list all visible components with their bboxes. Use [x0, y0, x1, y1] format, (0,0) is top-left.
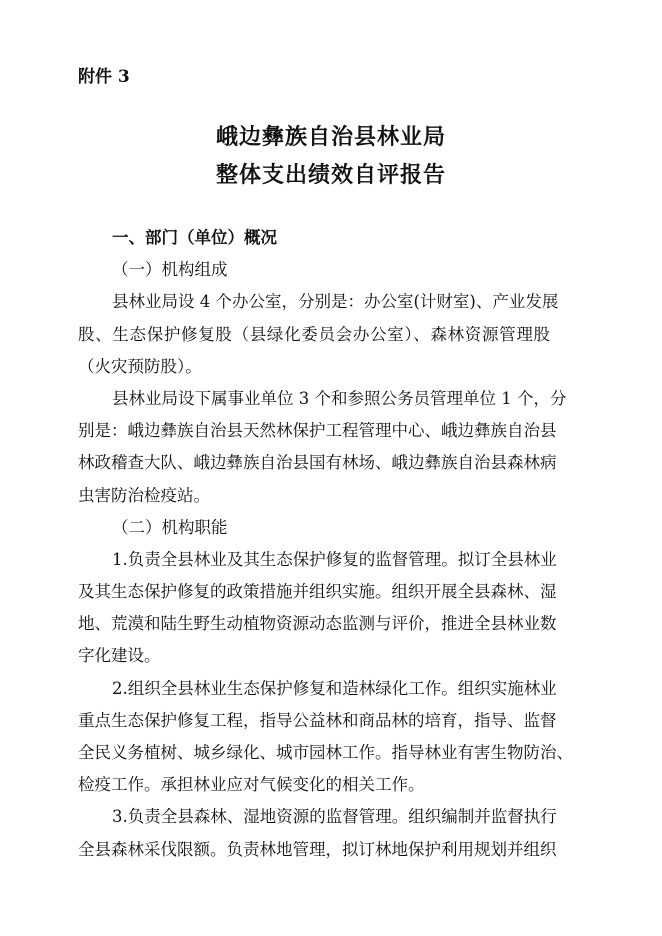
paragraph-line: 县林业局设 4 个办公室，分别是：办公室(计财室)、产业发展	[112, 292, 559, 312]
paragraph-line: 全民义务植树、城乡绿化、城市园林工作。指导林业有害生物防治、	[78, 743, 573, 762]
document-body	[78, 222, 573, 866]
paragraph-line: 县林业局设下属事业单位 3 个和参照公务员管理单位 1 个，分	[112, 388, 567, 408]
paragraph-line: 及其生态保护修复的政策措施并组织实施。组织开展全县森林、湿	[78, 582, 557, 602]
paragraph-line: 股、生态保护修复股（县绿化委员会办公室）、森林资源管理股	[78, 324, 550, 344]
paragraph-line: 1.负责全县林业及其生态保护修复的监督管理。拟订全县林业	[112, 549, 557, 569]
subsection-heading: （二）机构职能	[112, 517, 228, 537]
paragraph-line: 2.组织全县林业生态保护修复和造林绿化工作。组织实施林业	[112, 678, 557, 698]
report-title-line-1: 峨边彝族自治县林业局	[215, 124, 446, 150]
paragraph-line: 虫害防治检疫站。	[78, 485, 210, 505]
section-heading: 一、部门（单位）概况	[112, 228, 277, 247]
paragraph-line: 地、荒漠和陆生野生动植物资源动态监测与评价，推进全县林业数	[78, 614, 557, 634]
paragraph-line: 重点生态保护修复工程，指导公益林和商品林的培育，指导、监督	[78, 710, 557, 730]
paragraph-line: 检疫工作。承担林业应对气候变化的相关工作。	[78, 775, 425, 795]
report-title-line-2: 整体支出绩效自评报告	[215, 162, 446, 188]
subsection-heading: （一）机构组成	[112, 260, 228, 280]
paragraph-line: 全县森林采伐限额。负责林地管理，拟订林地保护利用规划并组织	[78, 839, 557, 859]
attachment-label: 附件 3	[78, 67, 130, 87]
paragraph-line: 别是：峨边彝族自治县天然林保护工程管理中心、峨边彝族自治县	[78, 421, 557, 441]
paragraph-line: 3.负责全县森林、湿地资源的监督管理。组织编制并监督执行	[112, 807, 557, 827]
paragraph-line: 林政稽查大队、峨边彝族自治县国有林场、峨边彝族自治县森林病	[78, 453, 557, 473]
paragraph-line: （火灾预防股）。	[78, 356, 202, 376]
paragraph-line: 字化建设。	[78, 646, 161, 666]
